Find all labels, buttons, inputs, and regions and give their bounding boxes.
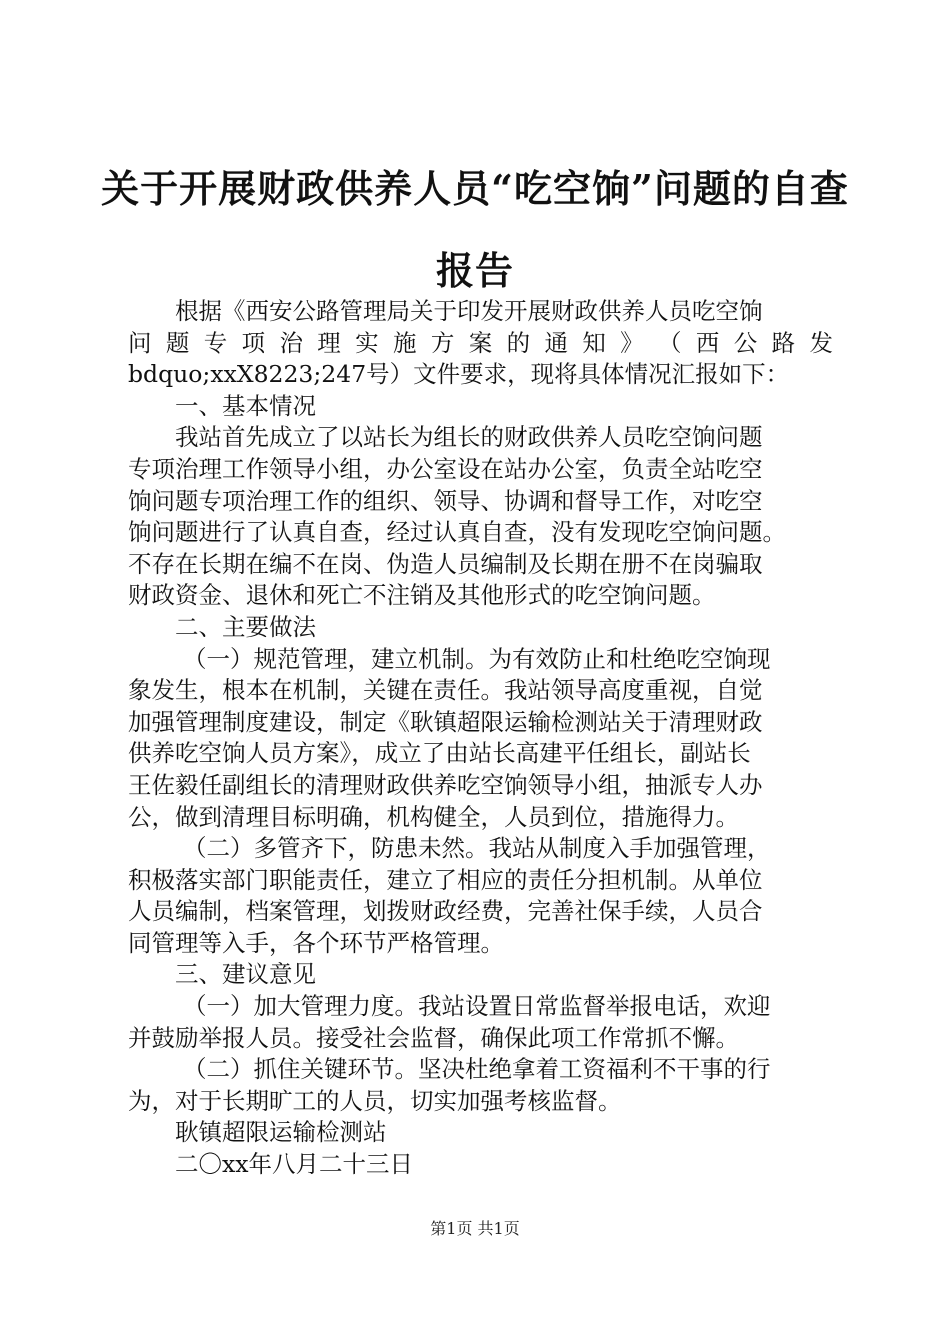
body-line: 加强管理制度建设，制定《耿镇超限运输检测站关于清理财政: [128, 707, 763, 736]
section-heading: 三、建议意见: [175, 960, 316, 989]
document-title-line-2: 报告: [435, 248, 514, 293]
body-line: 专项治理工作领导小组，办公室设在站办公室，负责全站吃空: [128, 454, 763, 483]
body-line: 根据《西安公路管理局关于印发开展财政供养人员吃空饷: [175, 297, 763, 325]
body-line: 公，做到清理目标明确，机构健全，人员到位，措施得力。: [128, 802, 739, 831]
body-line: 供养吃空饷人员方案》，成立了由站长高建平任组长，副站长: [128, 739, 751, 768]
body-line: （一）加大管理力度。我站设置日常监督举报电话，欢迎: [183, 992, 771, 1021]
body-line: 饷问题专项治理工作的组织、领导、协调和督导工作，对吃空: [128, 486, 763, 515]
body-line: 饷问题进行了认真自查，经过认真自查，没有发现吃空饷问题。: [128, 518, 786, 547]
body-line: 王佐毅任副组长的清理财政供养吃空饷领导小组，抽派专人办: [128, 770, 763, 799]
page-number-footer: 第1页 共1页: [430, 1219, 520, 1238]
document-title-line-1: 关于开展财政供养人员“吃空饷”问题的自查: [101, 166, 849, 211]
body-line: bdquo;xxX8223;247号）文件要求，现将具体情况汇报如下：: [128, 360, 790, 389]
body-line: （二）抓住关键环节。坚决杜绝拿着工资福利不干事的行: [183, 1055, 771, 1084]
body-line: 为，对于长期旷工的人员，切实加强考核监督。: [128, 1086, 622, 1115]
signature-date: 二〇xx年八月二十三日: [175, 1150, 414, 1179]
body-line: 积极落实部门职能责任，建立了相应的责任分担机制。从单位: [128, 865, 763, 894]
body-line: 我站首先成立了以站长为组长的财政供养人员吃空饷问题: [175, 423, 763, 452]
signature-organization: 耿镇超限运输检测站: [175, 1118, 387, 1147]
body-line: （二）多管齐下，防患未然。我站从制度入手加强管理，: [183, 834, 771, 863]
body-line: 不存在长期在编不在岗、伪造人员编制及长期在册不在岗骗取: [128, 549, 763, 578]
body-line: 并鼓励举报人员。接受社会监督，确保此项工作常抓不懈。: [128, 1023, 739, 1052]
body-line: 同管理等入手，各个环节严格管理。: [128, 928, 504, 957]
body-line: 象发生，根本在机制，关键在责任。我站领导高度重视，自觉: [128, 676, 763, 705]
body-line: 问 题 专 项 治 理 实 施 方 案 的 通 知 》 （ 西 公 路 发: [128, 328, 833, 357]
section-heading: 一、基本情况: [175, 391, 316, 420]
body-line: （一）规范管理，建立机制。为有效防止和杜绝吃空饷现: [183, 644, 771, 673]
body-line: 人员编制，档案管理，划拨财政经费，完善社保手续，人员合: [128, 897, 763, 926]
body-line: 财政资金、退休和死亡不注销及其他形式的吃空饷问题。: [128, 581, 716, 610]
section-heading: 二、主要做法: [175, 612, 316, 641]
document-body: [128, 296, 833, 1181]
